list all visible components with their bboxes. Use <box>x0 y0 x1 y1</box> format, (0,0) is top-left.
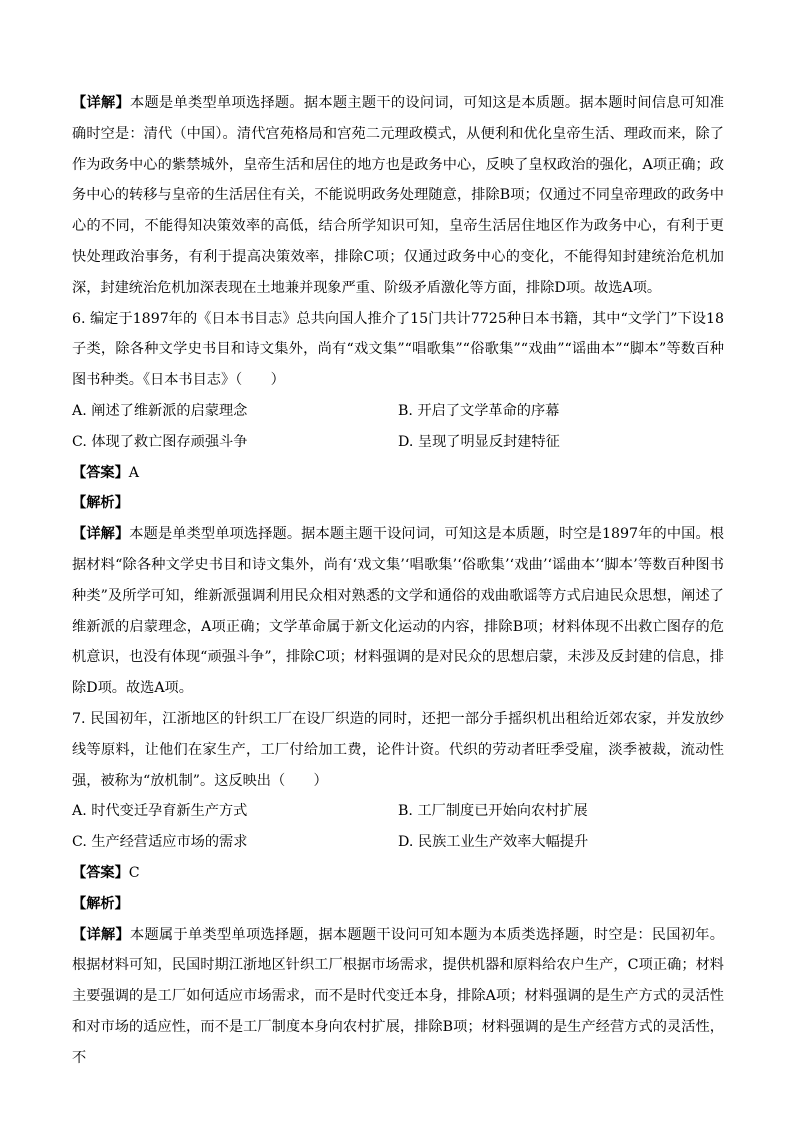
q7-option-a: A. 时代变迁孕育新生产方式 <box>72 803 248 820</box>
q6-answer <box>72 458 724 489</box>
detail-label: 【详解】 <box>72 526 130 543</box>
q7-analysis-label: 【解析】 <box>72 895 129 912</box>
question-6-options <box>72 396 724 458</box>
detail-label: 【详解】 <box>72 926 130 943</box>
detail-text: 本题是单类型单项选择题。据本题主题干的设问词，可知这是本质题。据本题时间信息可知准确时空是：清代（中国）。清代宫苑格局和宫苑二元理政模式，从便利和优化皇帝生活、理政而来，除了作为政务中心的紫禁城外，皇帝生活和居住的地方也是政务中心，反映了皇权政治的强化，A项正确；政务中心的转移与皇帝的生活居住有关，不能说明政务处理随意，排除B项；仅通过不同皇帝理政的政务中心的不同，不能得知决策效率的高低，结合所学知识可知，皇帝生活居住地区作为政务中心，有利于更快处理政治事务，有利于提高决策效率，排除C项；仅通过政务中心的变化，不能得知封建统治危机加深，封建统治危机加深表现在土地兼并现象严重、阶级矛盾激化等方面，排除D项。故选A项。 <box>72 95 724 296</box>
q7-answer <box>72 858 724 889</box>
q6-option-b: B. 开启了文学革命的序幕 <box>398 402 560 419</box>
q6-option-a: A. 阐述了维新派的启蒙理念 <box>72 402 248 419</box>
answer-label: 【答案】 <box>72 864 129 881</box>
q6-detail-paragraph <box>72 519 724 704</box>
answer-label: 【答案】 <box>72 464 129 481</box>
question-7-stem: 7. 民国初年，江浙地区的针织工厂在设厂织造的同时，还把一部分手摇织机出租给近郊农家，并发放纱线等原料，让他们在家生产，工厂付给加工费，论件计资。代织的劳动者旺季受雇，淡季被裁，流动性强，被称为“放机制”。这反映出（ ） <box>72 710 724 789</box>
detail-text: 本题属于单类型单项选择题，据本题题干设问可知本题为本质类选择题，时空是：民国初年。根据材料可知，民国时期江浙地区针织工厂根据市场需求，提供机器和原料给农户生产，C项正确；材料主要强调的是工厂如何适应市场需求，而不是时代变迁本身，排除A项；材料强调的是生产方式的灵活性和对市场的适应性，而不是工厂制度本身向农村扩展，排除B项；材料强调的是生产经营方式的灵活性，不 <box>72 926 724 1066</box>
detail-label: 【详解】 <box>72 95 130 111</box>
q7-option-b: B. 工厂制度已开始向农村扩展 <box>398 803 588 820</box>
answer-value: C <box>128 864 140 881</box>
q7-option-d: D. 民族工业生产效率大幅提升 <box>398 834 589 851</box>
answer-value: A <box>128 464 140 481</box>
q6-option-c: C. 体现了救亡图存顽强斗争 <box>72 433 248 450</box>
q6-analysis-label: 【解析】 <box>72 495 129 512</box>
explanation-paragraph <box>72 88 724 304</box>
q7-option-c: C. 生产经营适应市场的需求 <box>72 834 248 851</box>
q7-detail-paragraph <box>72 920 724 1074</box>
detail-text: 本题是单类型单项选择题。据本题主题干设问词，可知这是本质题，时空是1897年的中国。根据材料“除各种文学史书目和诗文集外，尚有‘戏文集’‘唱歌集’‘俗歌集’‘戏曲’‘谣曲本’‘脚本’等数百种图书种类”及所学可知，维新派强调利用民众相对熟悉的文学和通俗的戏曲歌谣等方式启迪民众思想，阐述了维新派的启蒙理念，A项正确；文学革命属于新文化运动的内容，排除B项；材料体现不出救亡图存的危机意识，也没有体现“顽强斗争”，排除C项；材料强调的是对民众的思想启蒙，未涉及反封建的信息，排除D项。故选A项。 <box>72 526 724 697</box>
question-7-options <box>72 796 724 858</box>
question-6-stem: 6. 编定于1897年的《日本书目志》总共向国人推介了15门共计7725种日本书籍，其中“文学门”下设18子类，除各种文学史书目和诗文集外，尚有“戏文集”“唱歌集”“俗歌集”“戏曲”“谣曲本”“脚本”等数百种图书种类。《日本书目志》（ ） <box>72 310 724 389</box>
document-page <box>72 88 724 1074</box>
q6-option-d: D. 呈现了明显反封建特征 <box>398 433 560 450</box>
